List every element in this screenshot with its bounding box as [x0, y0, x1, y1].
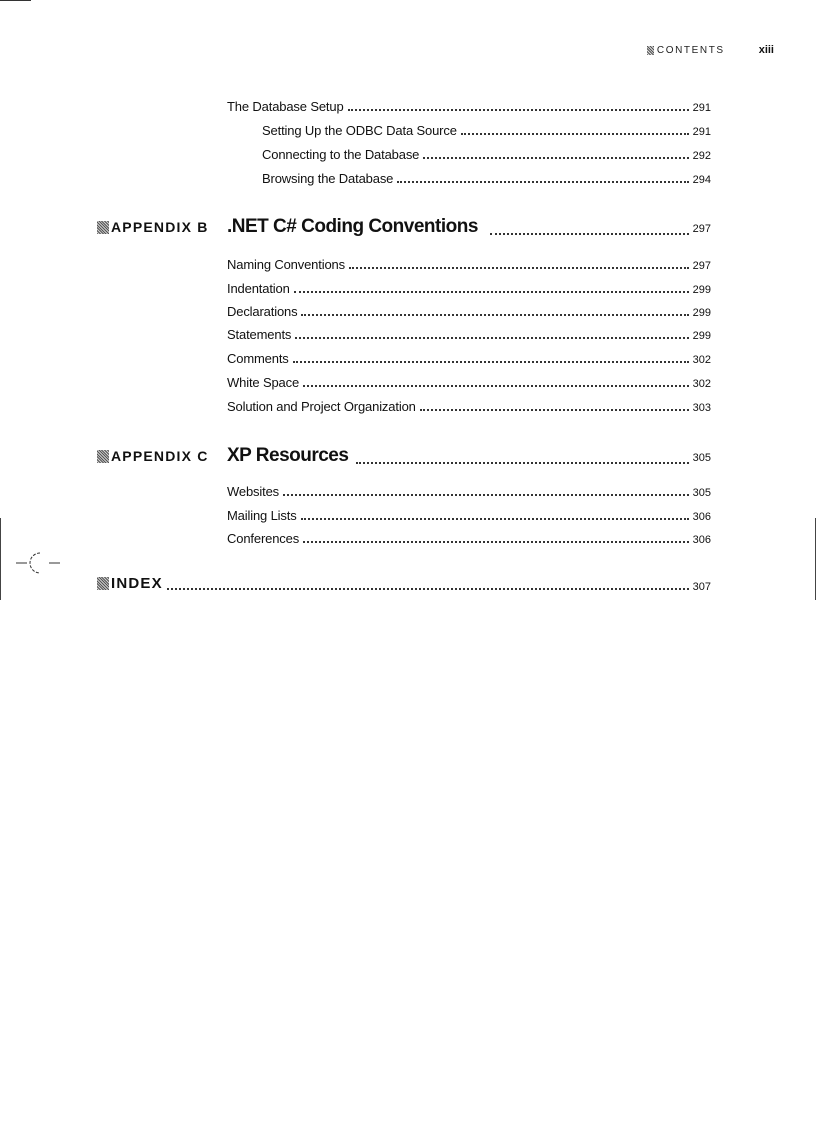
dot-leader: [348, 108, 689, 111]
toc-entry-page: 305: [692, 452, 711, 464]
toc-entry: [227, 399, 711, 414]
dot-leader: [420, 408, 689, 411]
dot-leader: [295, 336, 688, 339]
toc-entry-label: Mailing Lists: [227, 508, 297, 523]
dot-leader: [356, 461, 688, 464]
appendix-title: .NET C# Coding Conventions: [227, 216, 478, 237]
toc-entry-label: Conferences: [227, 531, 300, 546]
toc-entry-page: 299: [692, 284, 711, 296]
toc-entry: [227, 257, 711, 272]
index-label: [97, 575, 163, 592]
toc-entry: [227, 99, 711, 114]
toc-entry-page: 307: [692, 581, 711, 593]
toc-entry-page: 303: [692, 402, 711, 414]
toc-entry: [227, 351, 711, 366]
running-header-page-number: xiii: [758, 44, 774, 56]
toc-entry-label: Connecting to the Database: [262, 147, 420, 162]
section-marker-icon: [97, 577, 109, 590]
toc-entry-label: Naming Conventions: [227, 257, 345, 272]
index-label-text: INDEX: [111, 575, 163, 592]
dot-leader: [293, 360, 689, 363]
section-marker-icon: [647, 46, 654, 55]
dot-leader: [303, 540, 689, 543]
index-entry: [97, 575, 711, 593]
toc-entry: [227, 508, 711, 523]
appendix-title: XP Resources: [227, 445, 349, 466]
toc-entry-page: 299: [692, 330, 711, 342]
running-header-section: CONTENTS: [656, 44, 725, 56]
toc-entry-label: Setting Up the ODBC Data Source: [262, 123, 457, 138]
dot-leader: [349, 266, 689, 269]
dot-leader: [301, 517, 689, 520]
toc-subentry: [262, 171, 711, 186]
toc-entry-page: 306: [692, 534, 711, 546]
toc-entry-page: 302: [692, 378, 711, 390]
toc-entry-page: 297: [692, 223, 711, 235]
dot-leader: [301, 313, 688, 316]
dot-leader: [423, 156, 688, 159]
toc-entry-page: 297: [692, 260, 711, 272]
dot-leader: [283, 493, 689, 496]
appendix-c-heading: [227, 445, 711, 467]
running-header: [647, 44, 774, 56]
toc-entry: [227, 484, 711, 499]
toc-entry: [227, 531, 711, 546]
toc-entry-page: 291: [692, 126, 711, 138]
toc-entry-page: 302: [692, 354, 711, 366]
dot-leader: [490, 232, 689, 235]
toc-entry-label: Websites: [227, 484, 280, 499]
crop-mark-left: [0, 518, 1, 600]
toc-entry-label: Declarations: [227, 304, 298, 319]
toc-entry: [227, 304, 711, 319]
toc-entry-page: 291: [692, 102, 711, 114]
toc-entry-label: Comments: [227, 351, 289, 366]
toc-subentry: [262, 147, 711, 162]
toc-entry-page: 306: [692, 511, 711, 523]
appendix-label-text: APPENDIX C: [111, 448, 209, 464]
toc-entry: [227, 327, 711, 342]
crop-mark-top: [0, 0, 31, 1]
toc-entry: [227, 281, 711, 296]
dot-leader: [397, 180, 688, 183]
dot-leader: [303, 384, 689, 387]
appendix-b-heading: [227, 216, 711, 238]
toc-entry-page: 294: [692, 174, 711, 186]
appendix-c-label: [97, 448, 209, 464]
toc-entry-label: Statements: [227, 327, 292, 342]
toc-entry: [227, 375, 711, 390]
appendix-b-label: [97, 219, 209, 235]
toc-entry-page: 299: [692, 307, 711, 319]
toc-entry-label: Browsing the Database: [262, 171, 394, 186]
toc-entry-page: 305: [692, 487, 711, 499]
dot-leader: [294, 290, 689, 293]
appendix-label-text: APPENDIX B: [111, 219, 209, 235]
dot-leader: [167, 587, 689, 590]
toc-entry-label: Solution and Project Organization: [227, 399, 416, 414]
toc-entry-label: White Space: [227, 375, 300, 390]
section-marker-icon: [97, 450, 109, 463]
toc-entry-page: 292: [692, 150, 711, 162]
registration-mark-icon: [16, 551, 60, 575]
toc-subentry: [262, 123, 711, 138]
toc-entry-label: Indentation: [227, 281, 290, 296]
section-marker-icon: [97, 221, 109, 234]
toc-entry-label: The Database Setup: [227, 99, 344, 114]
dot-leader: [461, 132, 689, 135]
